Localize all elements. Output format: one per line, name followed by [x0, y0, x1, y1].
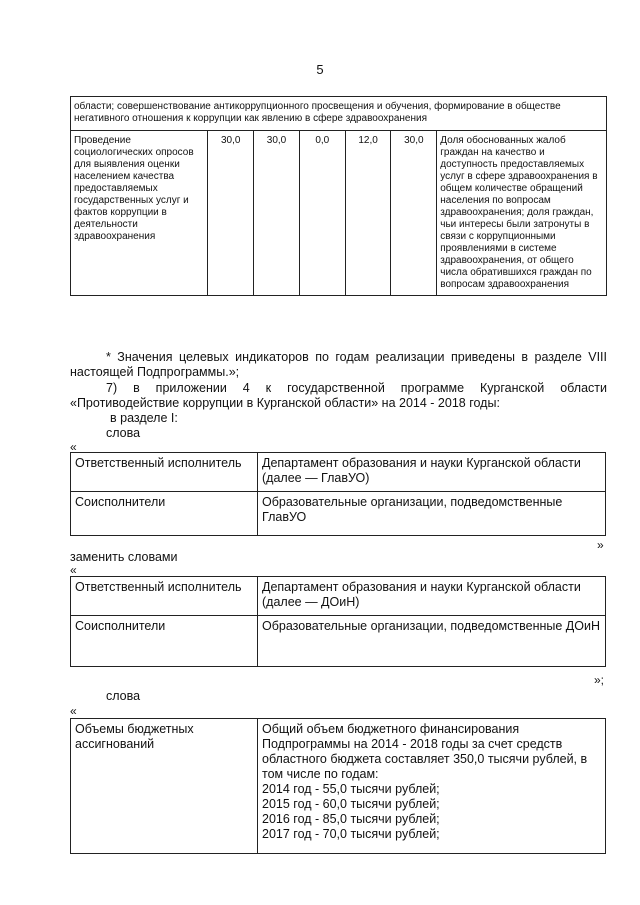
table-row	[71, 453, 606, 492]
row-label: Соисполнители	[71, 616, 258, 667]
words-label: слова	[106, 426, 141, 440]
table-row	[71, 577, 606, 616]
budget-year: 2016 год - 85,0 тысячи рублей;	[262, 812, 440, 826]
footnote-line: * Значения целевых индикаторов по годам реализации приведены в разделе VIII	[106, 350, 607, 364]
table-banner: области; совершенствование антикоррупционного просвещения и обучения, формирование в обществе негативного отношения к коррупции как явлению в сфере здравоохранения	[71, 97, 607, 131]
value-cell: 0,0	[299, 131, 345, 296]
row-value: Департамент образования и науки Курганской области (далее — ГлавУО)	[258, 453, 606, 492]
row-value: Образовательные организации, подведомственные ДОиН	[258, 616, 606, 667]
row-value	[258, 719, 606, 854]
new-executors-table	[70, 576, 606, 667]
budget-year: 2017 год - 70,0 тысячи рублей;	[262, 827, 440, 841]
indicator-description: Доля обоснованных жалоб граждан на качество и доступность предоставляемых услуг в сфере здравоохранения в общем количестве обращений населения по вопросам здравоохранения; доля граждан, чьи интересы были затронуты в связи с коррупционными проявлениями в системе здравоохранения, от общего числа обратившихся граждан по вопросам здравоохранения	[437, 131, 607, 296]
row-value: Департамент образования и науки Курганской области (далее — ДОиН)	[258, 577, 606, 616]
open-quote: «	[70, 704, 77, 718]
budget-year: 2015 год - 60,0 тысячи рублей;	[262, 797, 440, 811]
open-quote: «	[70, 440, 77, 454]
row-label: Соисполнители	[71, 492, 258, 536]
page-number: 5	[316, 62, 324, 77]
row-value: Образовательные организации, подведомственные ГлавУО	[258, 492, 606, 536]
row-label: Ответственный исполнитель	[71, 577, 258, 616]
value-cell: 30,0	[208, 131, 254, 296]
item-7-line: 7) в приложении 4 к государственной программе Курганской области	[106, 381, 607, 395]
section-ref: в разделе I:	[110, 411, 178, 425]
words-label: слова	[106, 689, 141, 703]
replace-label: заменить словами	[70, 550, 178, 564]
open-quote: «	[70, 563, 77, 577]
table-row	[71, 492, 606, 536]
close-quote: »	[597, 538, 604, 552]
old-executors-table	[70, 452, 606, 536]
item-7-line: «Противодействие коррупции в Курганской области» на 2014 - 2018 годы:	[70, 396, 500, 410]
value-cell: 12,0	[345, 131, 391, 296]
table-row	[71, 131, 607, 296]
budget-table	[70, 718, 606, 854]
indicator-table	[70, 96, 607, 296]
table-row	[71, 719, 606, 854]
value-cell: 30,0	[254, 131, 300, 296]
footnote-line: настоящей Подпрограммы.»;	[70, 365, 240, 379]
row-label: Объемы бюджетных ассигнований	[71, 719, 258, 854]
row-label: Ответственный исполнитель	[71, 453, 258, 492]
budget-year: 2014 год - 55,0 тысячи рублей;	[262, 782, 440, 796]
table-row	[71, 616, 606, 667]
activity-description: Проведение социологических опросов для выявления оценки населением качества предоставляемых государственных услуг и фактов коррупции в деятельности здравоохранения	[71, 131, 208, 296]
value-cell: 30,0	[391, 131, 437, 296]
close-quote: »;	[594, 673, 605, 687]
budget-intro: Общий объем бюджетного финансирования Подпрограммы на 2014 - 2018 годы за счет средств областного бюджета составляет 350,0 тысячи рублей, в том числе по годам:	[262, 722, 588, 781]
